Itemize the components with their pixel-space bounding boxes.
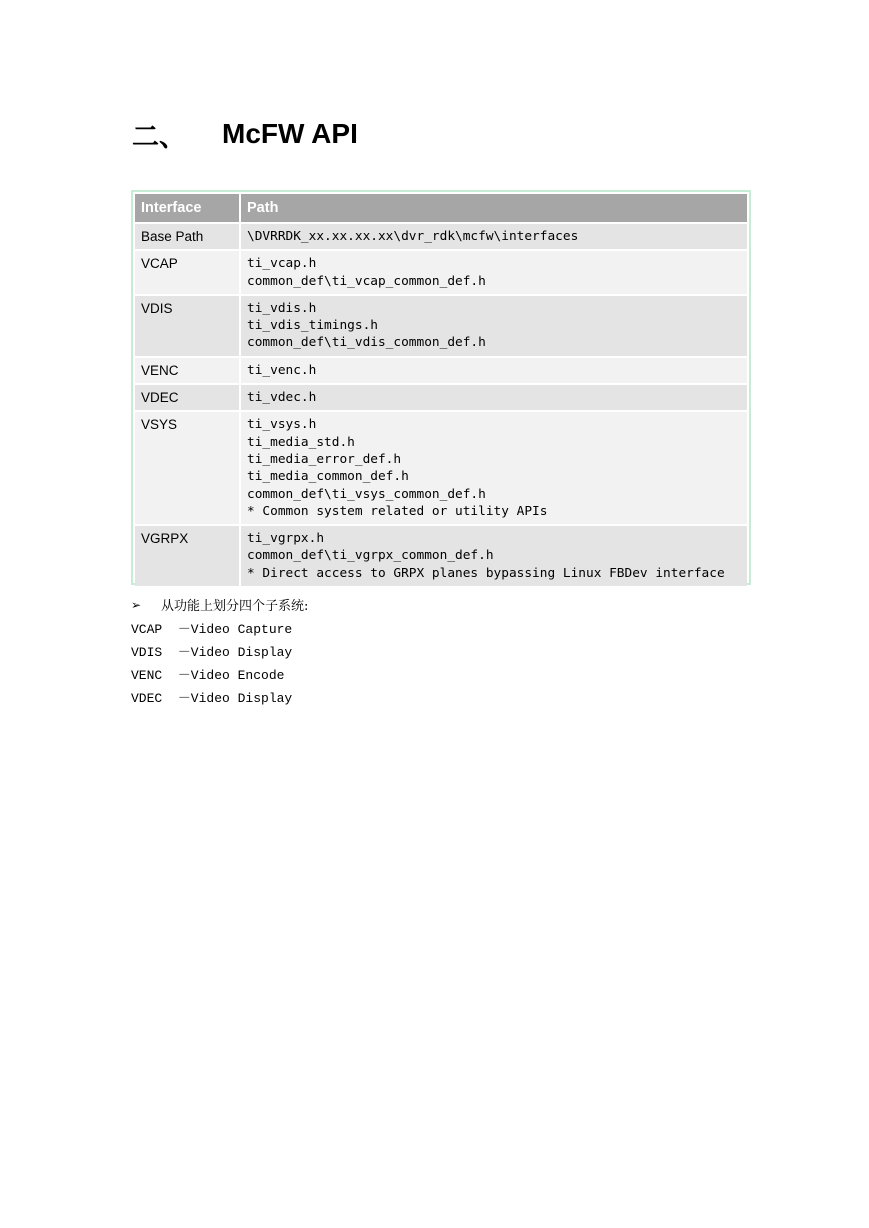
- table-row: [135, 525, 747, 586]
- table-row: [135, 384, 747, 411]
- api-table-container: [131, 190, 751, 585]
- path-line: ti_media_std.h: [247, 434, 355, 450]
- interface-cell: VDIS: [135, 295, 240, 357]
- section-number: 二、: [132, 121, 186, 153]
- section-title: McFW API: [222, 118, 358, 149]
- path-line: \DVRRDK_xx.xx.xx.xx\dvr_rdk\mcfw\interfaces: [247, 229, 579, 244]
- path-line: common_def\ti_vsys_common_def.h: [247, 486, 486, 502]
- table-header-row: [135, 194, 747, 223]
- table-row: [135, 411, 747, 525]
- path-cell: [240, 223, 747, 250]
- subsystem-item: VENC －Video Encode: [131, 668, 285, 683]
- table-row: [135, 295, 747, 357]
- arrow-bullet-icon: ➢: [131, 597, 142, 612]
- path-line: ti_media_common_def.h: [247, 469, 409, 485]
- path-line: ti_media_error_def.h: [247, 451, 402, 467]
- header-path: Path: [240, 194, 747, 223]
- path-cell: [240, 250, 747, 295]
- subsystem-item: VCAP －Video Capture: [131, 622, 293, 637]
- path-cell: [240, 384, 747, 411]
- path-line: ti_vsys.h: [247, 417, 317, 433]
- interface-cell: Base Path: [135, 223, 240, 250]
- path-line: ti_venc.h: [247, 362, 317, 378]
- subsystem-item: VDEC －Video Display: [131, 691, 293, 706]
- path-line: common_def\ti_vgrpx_common_def.h: [247, 548, 494, 564]
- path-line: common_def\ti_vdis_common_def.h: [247, 335, 486, 351]
- subsystem-list: [131, 618, 292, 710]
- interface-cell: VENC: [135, 357, 240, 384]
- section-heading: [132, 114, 358, 154]
- path-line: ti_vdec.h: [247, 390, 317, 406]
- interface-cell: VDEC: [135, 384, 240, 411]
- table-row: [135, 223, 747, 250]
- path-line: common_def\ti_vcap_common_def.h: [247, 273, 486, 289]
- path-cell: [240, 295, 747, 357]
- path-line: * Common system related or utility APIs: [247, 503, 548, 519]
- table-body: [135, 223, 747, 586]
- bullet-line: [131, 595, 308, 614]
- path-line: ti_vcap.h: [247, 256, 317, 272]
- path-line: ti_vgrpx.h: [247, 531, 325, 547]
- path-line: * Direct access to GRPX planes bypassing Linux FBDev interface: [247, 565, 725, 581]
- path-line: ti_vdis.h: [247, 300, 317, 316]
- interface-cell: VSYS: [135, 411, 240, 525]
- path-line: ti_vdis_timings.h: [247, 318, 378, 334]
- path-cell: [240, 525, 747, 586]
- table-row: [135, 357, 747, 384]
- header-interface: Interface: [135, 194, 240, 223]
- interface-cell: VGRPX: [135, 525, 240, 586]
- path-cell: [240, 357, 747, 384]
- table-row: [135, 250, 747, 295]
- subsystem-item: VDIS －Video Display: [131, 645, 293, 660]
- interface-cell: VCAP: [135, 250, 240, 295]
- path-cell: [240, 411, 747, 525]
- api-table: [135, 194, 747, 586]
- bullet-text: 从功能上划分四个子系统:: [161, 599, 309, 614]
